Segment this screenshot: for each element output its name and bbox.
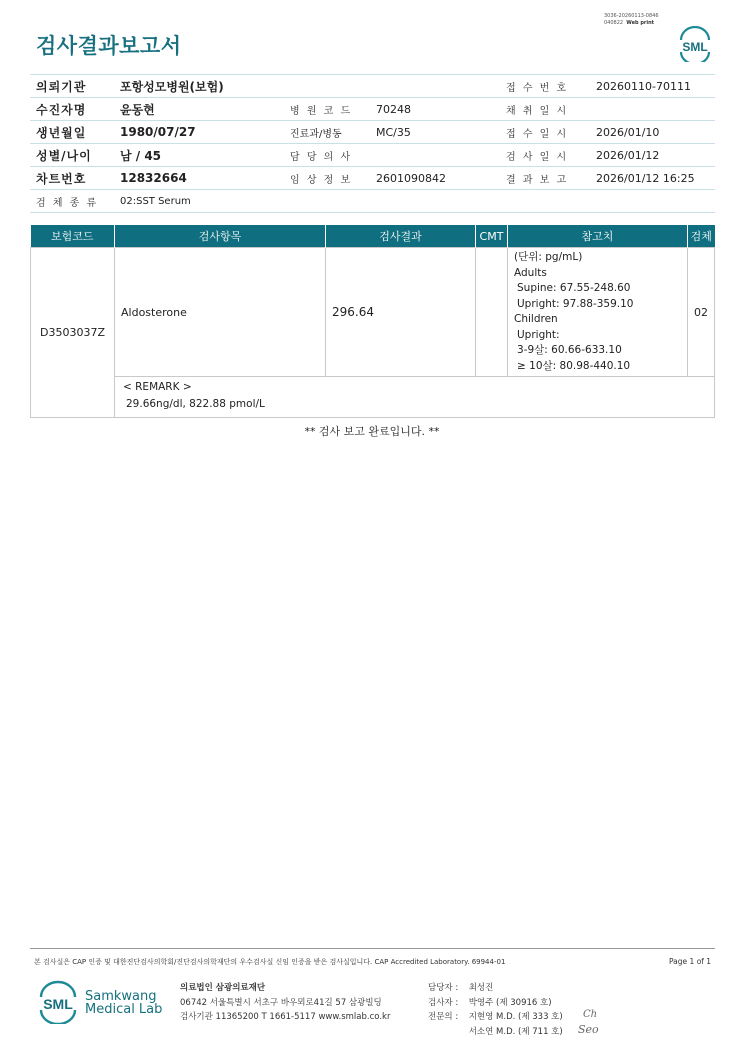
ref-line: Children — [514, 313, 558, 325]
receipt-no-value: 20260110-70111 — [590, 75, 715, 98]
document-code — [604, 13, 659, 27]
report-complete-text: ** 검사 보고 완료입니다. ** — [304, 425, 440, 438]
specimen-code: 02 — [688, 248, 715, 377]
certification-text: 본 검사실은 CAP 인증 및 대한진단검사의학회/진단검사의학재단의 우수검사실 신임 인증을 받은 검사실입니다. CAP Accredited Laboratory. 69944-01 — [34, 958, 506, 966]
sml-logo-text: SML — [682, 40, 708, 54]
doctor-label: 담 당 의 사 — [284, 144, 370, 167]
ref-line: Upright: — [517, 328, 560, 341]
specimen-label: 검 체 종 류 — [30, 190, 114, 213]
reference-range — [508, 248, 688, 377]
client-label: 의뢰기관 — [30, 75, 114, 98]
brand-line1: Samkwang — [85, 989, 157, 1004]
test-item: Aldosterone — [115, 248, 326, 377]
patient-label: 수진자명 — [30, 98, 114, 121]
collect-date-value — [590, 98, 715, 121]
brand-line2: Medical Lab — [85, 1002, 163, 1017]
code-line1: 3036-20260113-0846 — [604, 13, 659, 19]
hospital-code-value: 70248 — [370, 98, 500, 121]
sex-age-value: 남 / 45 — [114, 144, 284, 167]
remark-row — [31, 377, 715, 418]
remark-title: < REMARK > — [123, 381, 192, 393]
specialist-label: 전문의 : — [428, 1012, 459, 1022]
header-result: 검사결과 — [326, 225, 476, 248]
header-cmt: CMT — [476, 225, 508, 248]
report-date-label: 결 과 보 고 — [500, 167, 590, 190]
receipt-date-value: 2026/01/10 — [590, 121, 715, 144]
remark-text: 29.66ng/dl, 822.88 pmol/L — [126, 398, 265, 410]
org-contact: 검사기관 11365200 T 1661-5117 www.smlab.co.kr — [180, 1012, 391, 1022]
info-row — [30, 144, 715, 167]
org-name: 의료법인 삼광의료재단 — [180, 983, 266, 993]
ref-line: Upright: 97.88-359.10 — [517, 297, 634, 310]
ref-line: Adults — [514, 266, 547, 279]
specialist1-value: 지현영 M.D. (제 333 호) — [468, 1012, 563, 1022]
report-date-value: 2026/01/12 16:25 — [590, 167, 715, 190]
sex-age-label: 성별/나이 — [30, 144, 114, 167]
results-header-row — [31, 225, 715, 248]
page-title: 검사결과보고서 — [36, 34, 182, 58]
specimen-value: 02:SST Serum — [114, 190, 715, 213]
staff-info — [428, 981, 563, 1039]
birth-value: 1980/07/27 — [114, 121, 284, 144]
signature-2: Seo — [578, 1023, 599, 1036]
signature-1: Ch — [583, 1009, 598, 1020]
header-specimen: 검체 — [688, 225, 715, 248]
patient-value: 윤동현 — [114, 98, 284, 121]
insurance-code: D3503037Z — [31, 248, 115, 418]
ref-line: Supine: 67.55-248.60 — [517, 282, 631, 294]
ref-line: (단위: pg/mL) — [514, 251, 583, 263]
client-value: 포항성모병원(보험) — [114, 75, 500, 98]
test-date-label: 검 사 일 시 — [500, 144, 590, 167]
tester-label: 검사자 : — [428, 997, 459, 1008]
ref-line: 3-9살: 60.66-633.10 — [517, 344, 622, 356]
info-row — [30, 167, 715, 190]
dept-label: 진료과/병동 — [284, 121, 370, 144]
manager-label: 담당자 : — [428, 983, 459, 993]
web-print-label: Web print — [626, 20, 655, 26]
manager-value: 최성진 — [468, 983, 494, 993]
ref-line: ≥ 10살: 80.98-440.10 — [517, 359, 631, 372]
sml-footer-logo-icon — [36, 980, 80, 1024]
collect-date-label: 채 취 일 시 — [500, 98, 590, 121]
brand-name — [85, 990, 162, 1016]
table-row — [31, 248, 715, 377]
info-row — [30, 121, 715, 144]
test-result: 296.64 — [326, 248, 476, 377]
hospital-code-label: 병 원 코 드 — [284, 98, 370, 121]
org-address: 06742 서울특별시 서초구 바우뫼로41길 57 삼광빌딩 — [180, 997, 382, 1008]
code-line2: 040822 — [604, 20, 624, 26]
results-table — [30, 225, 715, 418]
cmt-value — [476, 248, 508, 377]
patient-info-table — [30, 74, 715, 213]
tester-value: 박영주 (제 30916 호) — [468, 997, 552, 1008]
page-number: Page 1 of 1 — [669, 957, 712, 966]
footer-divider — [30, 948, 715, 949]
receipt-no-label: 접 수 번 호 — [500, 75, 590, 98]
chart-no-label: 차트번호 — [30, 167, 114, 190]
birth-label: 생년월일 — [30, 121, 114, 144]
test-date-value: 2026/01/12 — [590, 144, 715, 167]
specialist2-value: 서소연 M.D. (제 711 호) — [468, 1026, 563, 1037]
clinical-value: 2601090842 — [370, 167, 500, 190]
dept-value: MC/35 — [370, 121, 500, 144]
info-row — [30, 98, 715, 121]
sml-logo-icon — [676, 26, 714, 62]
receipt-date-label: 접 수 일 시 — [500, 121, 590, 144]
doctor-value — [370, 144, 500, 167]
header-item: 검사항목 — [115, 225, 326, 248]
clinical-label: 임 상 정 보 — [284, 167, 370, 190]
remark — [115, 377, 715, 418]
chart-no-value: 12832664 — [114, 167, 284, 190]
info-row — [30, 75, 715, 98]
info-row — [30, 190, 715, 213]
header-code: 보험코드 — [31, 225, 115, 248]
sml-footer-logo-text: SML — [43, 996, 73, 1012]
header-reference: 참고치 — [508, 225, 688, 248]
organization-info — [180, 981, 390, 1025]
